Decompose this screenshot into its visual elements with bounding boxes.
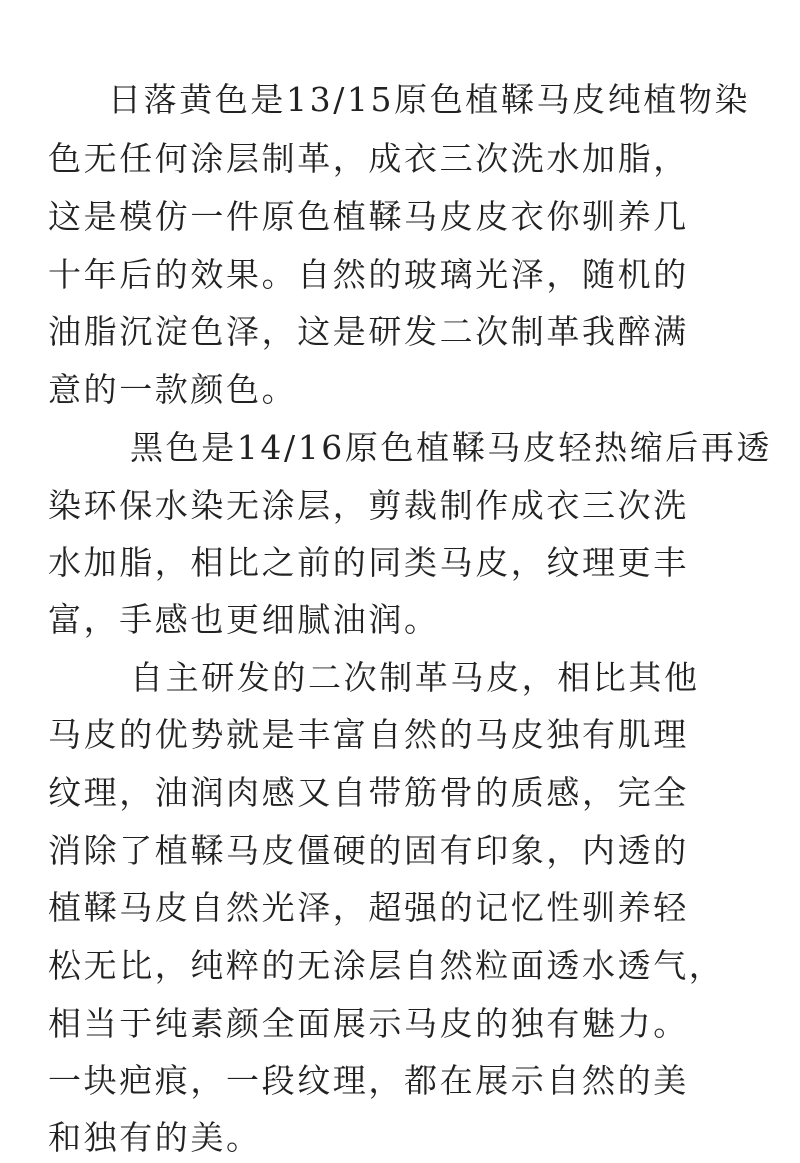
text-line: 黑色是14/16原色植鞣马皮轻热缩后再透 xyxy=(130,428,773,467)
text-line: 消除了植鞣马皮僵硬的固有印象，内透的 xyxy=(48,831,689,870)
text-line: 油脂沉淀色泽，这是研发二次制革我醉满 xyxy=(48,312,689,351)
text-line: 色无任何涂层制革，成衣三次洗水加脂， xyxy=(48,139,689,178)
text-line: 富，手感也更细腻油润。 xyxy=(48,600,440,639)
text-line: 水加脂，相比之前的同类马皮，纹理更丰 xyxy=(48,543,689,582)
text-line: 相当于纯素颜全面展示马皮的独有魅力。 xyxy=(48,1004,689,1043)
text-line: 松无比，纯粹的无涂层自然粒面透水透气， xyxy=(48,946,725,985)
text-line: 十年后的效果。自然的玻璃光泽，随机的 xyxy=(48,255,689,294)
text-line: 和独有的美。 xyxy=(48,1118,262,1157)
text-line: 这是模仿一件原色植鞣马皮皮衣你驯养几 xyxy=(48,197,689,236)
text-line: 自主研发的二次制革马皮，相比其他 xyxy=(130,658,700,697)
text-line: 一块疤痕，一段纹理，都在展示自然的美 xyxy=(48,1061,689,1100)
text-line: 意的一款颜色。 xyxy=(48,370,298,409)
text-line: 日落黄色是13/15原色植鞣马皮纯植物染 xyxy=(108,80,751,119)
text-line: 马皮的优势就是丰富自然的马皮独有肌理 xyxy=(48,715,689,754)
text-line: 染环保水染无涂层，剪裁制作成衣三次洗 xyxy=(48,486,689,525)
text-line: 植鞣马皮自然光泽，超强的记忆性驯养轻 xyxy=(48,888,689,927)
text-line: 纹理，油润肉感又自带筋骨的质感，完全 xyxy=(48,773,689,812)
